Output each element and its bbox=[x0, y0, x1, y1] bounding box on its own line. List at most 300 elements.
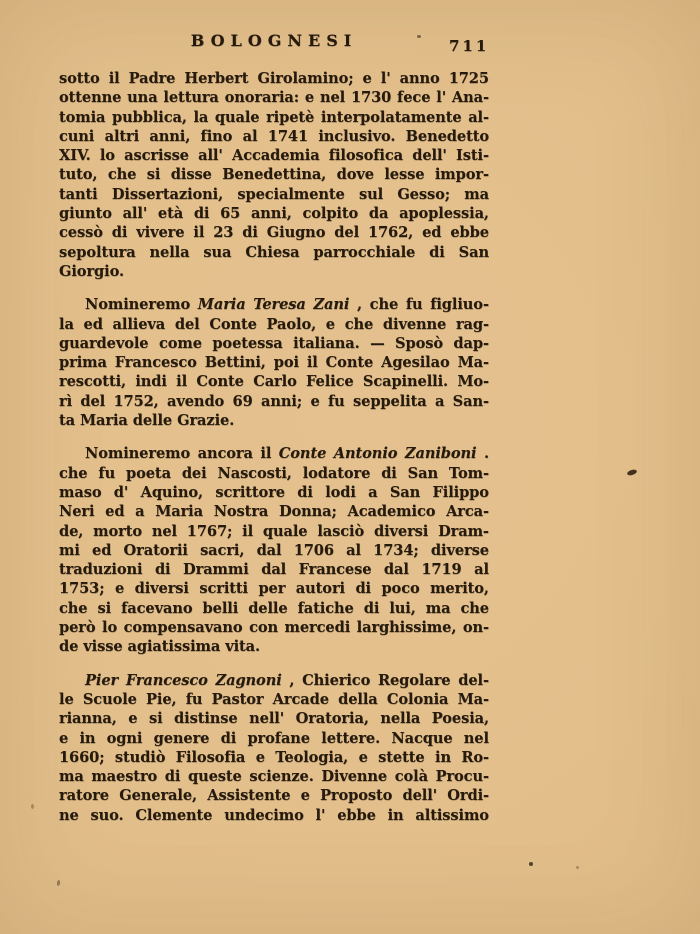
word: 1719 bbox=[421, 561, 462, 579]
word: di bbox=[193, 205, 210, 223]
word: poco bbox=[381, 580, 420, 598]
word: on- bbox=[462, 619, 489, 637]
text-line bbox=[59, 165, 489, 184]
word: le bbox=[59, 690, 74, 708]
text-line bbox=[59, 806, 489, 825]
text-line bbox=[59, 372, 489, 391]
text-line bbox=[59, 767, 489, 786]
word: sepoltura bbox=[59, 243, 136, 261]
ink-speck bbox=[576, 866, 579, 869]
word: Oratoria, bbox=[295, 710, 369, 728]
word: però bbox=[59, 619, 96, 637]
word: la bbox=[59, 315, 74, 333]
word: fece bbox=[397, 89, 431, 107]
word: Francesco bbox=[125, 671, 208, 689]
text-line bbox=[59, 729, 489, 748]
text-line bbox=[59, 709, 489, 728]
word: in bbox=[435, 748, 451, 766]
word: che bbox=[59, 464, 88, 482]
word: Benedetto bbox=[405, 127, 489, 145]
word: fino bbox=[200, 127, 233, 145]
word: di bbox=[297, 483, 313, 501]
word: e bbox=[310, 392, 320, 410]
word: San bbox=[458, 243, 489, 261]
word: età bbox=[157, 205, 184, 223]
word: il bbox=[176, 373, 188, 391]
word: ancora bbox=[197, 445, 253, 463]
word: poeta bbox=[126, 464, 171, 482]
word: Gesso; bbox=[397, 185, 451, 203]
word: del bbox=[174, 315, 200, 333]
word: che bbox=[59, 599, 88, 617]
text-line bbox=[59, 315, 489, 334]
word: altissimo bbox=[415, 806, 489, 824]
word: Pier bbox=[85, 671, 119, 689]
word: quale bbox=[214, 108, 260, 126]
word: Conte bbox=[278, 445, 327, 463]
word: Dissertazioni, bbox=[111, 185, 224, 203]
word: di bbox=[111, 224, 128, 242]
word: di bbox=[355, 580, 371, 598]
paragraph bbox=[59, 671, 489, 825]
word: colà bbox=[394, 768, 428, 786]
word: sul bbox=[358, 185, 384, 203]
word: maestro bbox=[91, 768, 158, 786]
word: ma bbox=[59, 768, 84, 786]
word: ripetè bbox=[266, 108, 315, 126]
word: Padre bbox=[128, 70, 176, 87]
word: lo bbox=[102, 619, 118, 637]
word: poetessa bbox=[212, 334, 283, 352]
word: Conte bbox=[209, 315, 257, 333]
word: de, bbox=[59, 522, 84, 540]
word: anno bbox=[399, 70, 440, 87]
word: Poesia, bbox=[431, 710, 489, 728]
running-title: BOLOGNESI bbox=[190, 31, 358, 50]
word: di bbox=[164, 768, 181, 786]
word: che bbox=[107, 166, 137, 184]
word: lettura bbox=[163, 89, 219, 107]
word: si bbox=[146, 166, 161, 184]
word: merito, bbox=[430, 580, 489, 598]
word: sacri, bbox=[200, 541, 245, 559]
word: del- bbox=[458, 671, 489, 689]
word: al bbox=[346, 541, 361, 559]
text-line bbox=[59, 353, 489, 372]
word: . bbox=[484, 445, 489, 463]
word: 1752, bbox=[113, 392, 159, 410]
word: la bbox=[193, 108, 209, 126]
word: 1767; bbox=[186, 522, 233, 540]
word: in bbox=[387, 806, 404, 824]
word: ed bbox=[83, 315, 103, 333]
word: e bbox=[362, 70, 372, 87]
word: 23 bbox=[213, 224, 234, 242]
word: rescotti, bbox=[59, 373, 127, 391]
word: Chierico bbox=[302, 671, 371, 689]
word: , bbox=[289, 671, 295, 689]
word: delle bbox=[248, 599, 288, 617]
word: che bbox=[369, 296, 399, 314]
word: Herbert bbox=[184, 70, 249, 87]
word: d' bbox=[113, 483, 129, 501]
word: pubblica, bbox=[112, 108, 187, 126]
word: figliuo- bbox=[430, 296, 489, 314]
word: stette bbox=[378, 748, 425, 766]
word: Ma- bbox=[457, 690, 489, 708]
word: scienze. bbox=[249, 768, 314, 786]
word: Maria bbox=[155, 503, 203, 521]
word: dal bbox=[261, 561, 287, 579]
text-line bbox=[59, 599, 489, 618]
word: ebbe bbox=[337, 806, 376, 824]
word: Benedettina, bbox=[222, 166, 327, 184]
word: anni, bbox=[250, 205, 292, 223]
word: avendo bbox=[167, 392, 225, 410]
word: dap- bbox=[453, 334, 489, 352]
word: interpolatamente bbox=[320, 108, 462, 126]
word: Carlo bbox=[253, 373, 297, 391]
word: Nacque bbox=[391, 729, 453, 747]
word: in bbox=[79, 729, 96, 747]
word: Neri bbox=[59, 503, 95, 521]
word: Bettini, bbox=[204, 354, 266, 372]
text-line bbox=[59, 262, 489, 281]
word: XIV. bbox=[59, 147, 91, 165]
ink-speck bbox=[57, 880, 61, 886]
word: del bbox=[80, 392, 106, 410]
text-line bbox=[59, 223, 489, 242]
word: di bbox=[381, 464, 397, 482]
word: Donna; bbox=[278, 503, 337, 521]
word: San bbox=[407, 464, 438, 482]
text-line bbox=[59, 88, 489, 107]
word: nel bbox=[319, 89, 346, 107]
word: nella bbox=[149, 243, 190, 261]
word: Regolare bbox=[377, 671, 451, 689]
word: lodatore bbox=[302, 464, 371, 482]
word: da bbox=[368, 205, 389, 223]
word: Ordi- bbox=[447, 787, 489, 805]
word: tuto, bbox=[59, 166, 98, 184]
word: si bbox=[97, 599, 112, 617]
word: Chiesa bbox=[245, 243, 300, 261]
text-block bbox=[59, 69, 489, 825]
word: e bbox=[300, 787, 310, 805]
ink-speck bbox=[529, 862, 533, 866]
word: 1741 bbox=[267, 127, 309, 145]
word: a bbox=[135, 503, 145, 521]
word: Zaniboni bbox=[404, 445, 477, 463]
word: Nostra bbox=[213, 503, 269, 521]
word: scritti bbox=[199, 580, 248, 598]
word: tanti bbox=[59, 185, 98, 203]
word: Scuole bbox=[82, 690, 137, 708]
word: ebbe bbox=[450, 224, 489, 242]
word: Filippo bbox=[432, 483, 489, 501]
word: belli bbox=[202, 599, 239, 617]
word: allieva bbox=[112, 315, 166, 333]
word: e bbox=[114, 580, 125, 598]
word: Divenne bbox=[321, 768, 388, 786]
text-line bbox=[59, 185, 489, 204]
word: diversi bbox=[134, 580, 189, 598]
word: Ro- bbox=[461, 748, 489, 766]
word: il bbox=[260, 445, 272, 463]
word: Tom- bbox=[448, 464, 489, 482]
word: al bbox=[474, 561, 489, 579]
word: rag- bbox=[455, 315, 489, 333]
text-line bbox=[59, 690, 489, 709]
text-line bbox=[59, 392, 489, 411]
word: Sposò bbox=[395, 334, 443, 352]
word: filosofica bbox=[328, 147, 404, 165]
word: Colonia bbox=[386, 690, 449, 708]
word: lettere. bbox=[321, 729, 381, 747]
word: giunto bbox=[59, 205, 112, 223]
word: il bbox=[306, 354, 318, 372]
word: italiana. bbox=[293, 334, 360, 352]
word: anni, bbox=[149, 127, 191, 145]
word: fu bbox=[327, 392, 345, 410]
word: facevano bbox=[121, 599, 193, 617]
word: larghissime, bbox=[356, 619, 457, 637]
word: ottenne bbox=[59, 89, 122, 107]
word: 1730 bbox=[350, 89, 392, 107]
word: profane bbox=[247, 729, 310, 747]
word: compensavano bbox=[123, 619, 243, 637]
word: onoraria: bbox=[224, 89, 300, 107]
word: Zagnoni bbox=[215, 671, 282, 689]
word: parrocchiale bbox=[313, 243, 416, 261]
text-line bbox=[59, 637, 489, 656]
text-line bbox=[59, 146, 489, 165]
word: 1706 bbox=[293, 541, 334, 559]
word: sua bbox=[203, 243, 232, 261]
word: mi bbox=[59, 541, 80, 559]
word: a bbox=[368, 483, 378, 501]
word: Isti- bbox=[456, 147, 489, 165]
word: l' bbox=[315, 806, 326, 824]
word: si bbox=[148, 710, 163, 728]
word: guardevole bbox=[59, 334, 149, 352]
word: fu bbox=[185, 690, 203, 708]
word: Mo- bbox=[457, 373, 489, 391]
word: quale bbox=[262, 522, 308, 540]
word: specialmente bbox=[237, 185, 345, 203]
word: morto bbox=[93, 522, 142, 540]
word: lesse bbox=[384, 166, 425, 184]
word: seppelita bbox=[353, 392, 427, 410]
word: Aquino, bbox=[140, 483, 204, 501]
word: fu bbox=[98, 464, 116, 482]
word: studiò bbox=[114, 748, 166, 766]
word: l' bbox=[380, 70, 391, 87]
word: , bbox=[357, 296, 362, 314]
word: rì bbox=[59, 392, 73, 410]
word: sotto bbox=[59, 70, 100, 87]
word: e bbox=[325, 315, 335, 333]
ink-speck bbox=[417, 35, 421, 38]
word: e bbox=[358, 748, 368, 766]
word: Drammi bbox=[183, 561, 249, 579]
word: ne bbox=[59, 806, 79, 824]
text-line bbox=[59, 69, 489, 88]
word: per bbox=[258, 580, 286, 598]
word: 1660; bbox=[59, 748, 105, 766]
text-line bbox=[59, 295, 489, 314]
text-line bbox=[59, 243, 489, 262]
paragraph bbox=[59, 69, 489, 281]
word: una bbox=[127, 89, 158, 107]
text-line bbox=[59, 444, 489, 463]
word: ogni bbox=[106, 729, 143, 747]
word: tomia bbox=[59, 108, 106, 126]
text-segment: de visse agiatissima vita. bbox=[59, 638, 260, 656]
word: — bbox=[370, 334, 385, 352]
ink-speck bbox=[626, 469, 637, 477]
word: Agesilao bbox=[381, 354, 450, 372]
word: Zani bbox=[313, 296, 350, 314]
word: traduzioni bbox=[59, 561, 143, 579]
word: Pastor bbox=[211, 690, 264, 708]
word: a bbox=[434, 392, 445, 410]
word: Filosofia bbox=[175, 748, 246, 766]
word: ascrisse bbox=[124, 147, 189, 165]
word: Girolamino; bbox=[257, 70, 354, 87]
word: Nascosti, bbox=[217, 464, 292, 482]
word: diversi bbox=[373, 522, 429, 540]
word: altri bbox=[104, 127, 140, 145]
word: Teologia, bbox=[275, 748, 349, 766]
word: e bbox=[255, 748, 265, 766]
text-line bbox=[59, 464, 489, 483]
word: ed bbox=[422, 224, 442, 242]
word: Generale, bbox=[119, 787, 198, 805]
word: Oratorii bbox=[123, 541, 188, 559]
word: dei bbox=[181, 464, 207, 482]
text-line bbox=[59, 560, 489, 579]
word: lodi bbox=[325, 483, 356, 501]
word: del bbox=[334, 224, 360, 242]
paragraph bbox=[59, 295, 489, 430]
word: lo bbox=[99, 147, 115, 165]
word: 1734; bbox=[373, 541, 419, 559]
word: dal bbox=[256, 541, 282, 559]
word: inclusivo. bbox=[318, 127, 396, 145]
word: al bbox=[242, 127, 258, 145]
word: rianna, bbox=[59, 710, 117, 728]
text-line bbox=[59, 127, 489, 146]
word: Nomineremo bbox=[85, 296, 191, 314]
word: ed bbox=[105, 503, 125, 521]
text-line bbox=[59, 483, 489, 502]
word: con bbox=[249, 619, 278, 637]
word: fatiche bbox=[297, 599, 354, 617]
word: Maria bbox=[197, 296, 246, 314]
text-line bbox=[59, 411, 489, 430]
word: anni; bbox=[260, 392, 303, 410]
word: queste bbox=[187, 768, 242, 786]
word: Francesco bbox=[114, 354, 197, 372]
word: prima bbox=[59, 354, 107, 372]
word: e bbox=[304, 89, 315, 107]
word: Paolo, bbox=[266, 315, 317, 333]
word: diverse bbox=[430, 541, 489, 559]
word: San bbox=[389, 483, 421, 501]
word: Clemente bbox=[135, 806, 213, 824]
word: fu bbox=[405, 296, 423, 314]
word: di bbox=[242, 224, 258, 242]
word: Nomineremo bbox=[85, 445, 191, 463]
word: della bbox=[338, 690, 378, 708]
word: e bbox=[59, 729, 69, 747]
word: ed bbox=[92, 541, 112, 559]
word: poi bbox=[273, 354, 299, 372]
word: e bbox=[128, 710, 138, 728]
word: Arcade bbox=[272, 690, 329, 708]
word: dove bbox=[336, 166, 374, 184]
word: di bbox=[429, 243, 445, 261]
word: colpito bbox=[302, 205, 359, 223]
word: lui, bbox=[389, 599, 416, 617]
word: di bbox=[363, 599, 380, 617]
word: ratore bbox=[59, 787, 109, 805]
word: impor- bbox=[434, 166, 489, 184]
word: nella bbox=[380, 710, 421, 728]
word: cuni bbox=[59, 127, 95, 145]
text-segment: Giorgio. bbox=[59, 262, 124, 280]
word: apoplessia, bbox=[399, 205, 489, 223]
word: 65 bbox=[220, 205, 241, 223]
text-line bbox=[59, 671, 489, 690]
word: Francese bbox=[298, 561, 372, 579]
word: undecimo bbox=[224, 806, 304, 824]
word: ma bbox=[464, 185, 489, 203]
word: Arca- bbox=[446, 503, 489, 521]
word: nel bbox=[463, 729, 489, 747]
word: l' bbox=[436, 89, 447, 107]
word: Scapinelli. bbox=[362, 373, 449, 391]
word: maso bbox=[59, 483, 102, 501]
paragraph bbox=[59, 444, 489, 656]
word: il bbox=[193, 224, 205, 242]
word: di bbox=[220, 729, 237, 747]
text-line bbox=[59, 334, 489, 353]
word: San- bbox=[452, 392, 489, 410]
word: cessò bbox=[59, 224, 103, 242]
word: 1762, bbox=[367, 224, 414, 242]
page-number: 711 bbox=[449, 37, 490, 55]
word: Ana- bbox=[451, 89, 489, 107]
word: dell' bbox=[402, 787, 438, 805]
ink-speck bbox=[31, 804, 34, 809]
word: distinse bbox=[174, 710, 238, 728]
word: Procu- bbox=[435, 768, 489, 786]
word: nel bbox=[151, 522, 177, 540]
word: Ma- bbox=[457, 354, 489, 372]
word: Teresa bbox=[253, 296, 306, 314]
text-segment: ta Maria delle Grazie. bbox=[59, 412, 235, 430]
word: suo. bbox=[90, 806, 124, 824]
word: all' bbox=[122, 205, 148, 223]
word: 1753; bbox=[59, 580, 105, 598]
word: dal bbox=[383, 561, 409, 579]
text-line bbox=[59, 786, 489, 805]
word: autori bbox=[295, 580, 345, 598]
word: Assistente bbox=[207, 787, 291, 805]
word: indi bbox=[135, 373, 167, 391]
